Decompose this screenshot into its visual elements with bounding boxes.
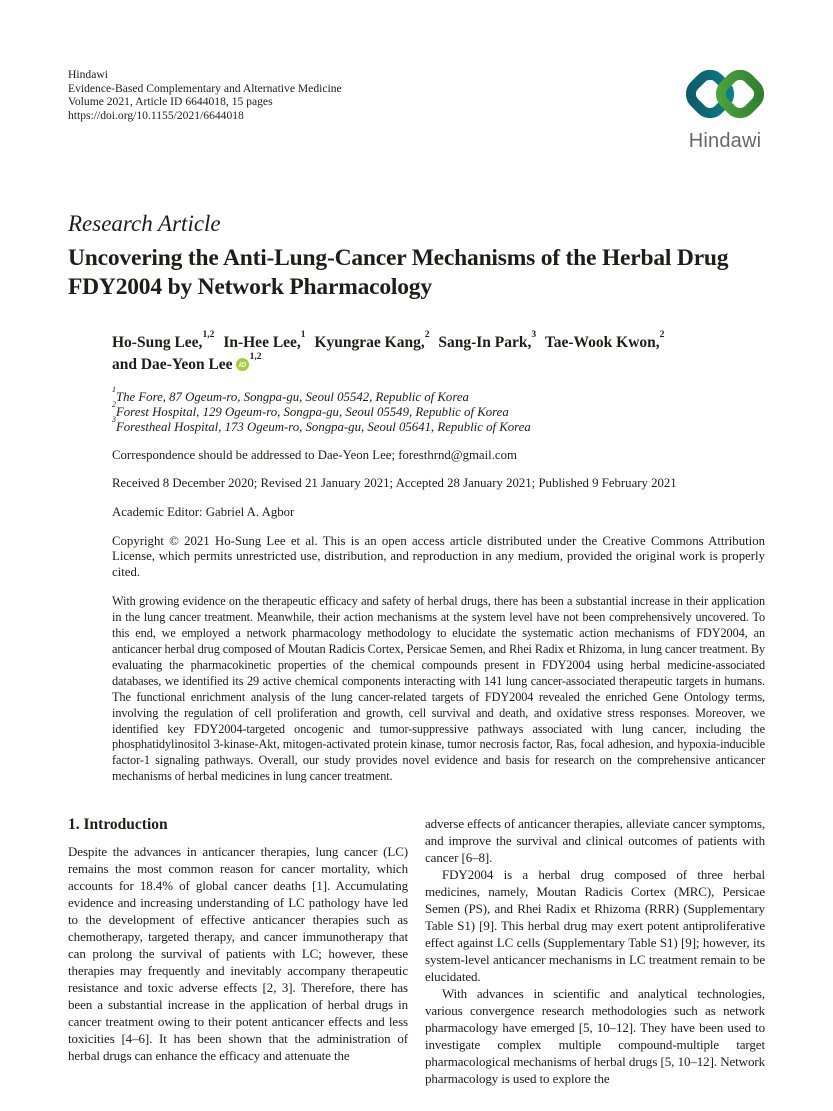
author-list xyxy=(112,328,752,376)
hindawi-logo xyxy=(675,64,775,153)
author-name: and Dae-Yeon Lee xyxy=(112,356,233,373)
author-name: Tae-Wook Kwon, xyxy=(544,334,660,351)
publisher-name: Hindawi xyxy=(68,68,108,81)
author xyxy=(112,350,262,373)
editor-line: Academic Editor: Gabriel A. Agbor xyxy=(112,504,295,519)
author xyxy=(438,328,537,351)
copyright-text: Copyright © 2021 Ho-Sung Lee et al. This is an open access article distributed under the Creative Commons Attribution License, which permits unrestricted use, distribution, and reproduction in any medium, provided the original work is properly cited. xyxy=(112,533,765,579)
affiliation-sup: 3 xyxy=(112,414,116,424)
journal-header xyxy=(68,68,342,122)
affiliation-sup: 1 xyxy=(112,385,116,395)
intro-heading: 1. Introduction xyxy=(68,816,168,834)
author-affil-sup: 2 xyxy=(424,328,430,340)
affiliation-sup: 2 xyxy=(112,400,116,410)
hindawi-wordmark: Hindawi xyxy=(688,130,762,152)
affiliation-text: Forest Hospital, 129 Ogeum-ro, Songpa-gu, Seoul 05549, Republic of Korea xyxy=(115,404,509,419)
author-name: Sang-In Park, xyxy=(438,334,532,351)
affiliation-list xyxy=(112,385,765,435)
affiliation-text: Forestheal Hospital, 173 Ogeum-ro, Songpa-gu, Seoul 05641, Republic of Korea xyxy=(115,419,531,434)
intro-paragraph: With advances in scientific and analytical technologies, various convergence research methodologies such as network pharmacology have emerged [5, 10–12]. They have been used to investigate complex multiple compound-multiple target pharmacological mechanisms of herbal drugs [5, 10–12]. Network pharmacology is used to explore the xyxy=(425,986,765,1087)
author xyxy=(112,328,215,351)
affiliation xyxy=(112,400,765,420)
intro-paragraph: FDY2004 is a herbal drug composed of three herbal medicines, namely, Moutan Radicis Cortex (MRC), Persicae Semen (PS), and Rhei Radix et Rhizoma (RRR) (Supplementary Table S1) [9]. This herbal drug may exert potent antiproliferative effect against LC cells (Supplementary Table S1) [9]; however, its system-level anticancer mechanisms in LC treatment remain to be elucidated. xyxy=(425,867,765,985)
page-header xyxy=(68,68,765,153)
correspondence-prefix: Correspondence should be addressed to Dae-Yeon Lee; xyxy=(112,447,399,462)
author xyxy=(223,328,306,351)
correspondence-line xyxy=(112,448,765,464)
author-name: Kyungrae Kang, xyxy=(314,334,425,351)
author xyxy=(544,328,665,351)
author-name: In-Hee Lee, xyxy=(223,334,301,351)
affiliation xyxy=(112,414,765,435)
intro-column-right xyxy=(425,815,765,1087)
body-columns xyxy=(68,815,765,1087)
author xyxy=(314,328,430,351)
history-line: Received 8 December 2020; Revised 21 January 2021; Accepted 28 January 2021; Published 9 February 2021 xyxy=(112,476,677,491)
abstract-text: With growing evidence on the therapeutic efficacy and safety of herbal drugs, there has been a substantial increase in their application in the lung cancer treatment. Meanwhile, their action mechanisms at the system level have not been comprehensively uncovered. To this end, we employed a network pharmacology methodology to elucidate the systematic action mechanisms of FDY2004, an anticancer herbal drug composed of Moutan Radicis Cortex, Persicae Semen, and Rhei Radix et Rhizoma, in lung cancer treatment. By evaluating the pharmacokinetic properties of the chemical compounds present in FDY2004 using herbal medicine-associated databases, we identified its 29 active chemical components interacting with 141 lung cancer-associated therapeutic targets in humans. The functional enrichment analysis of the lung cancer-related targets of FDY2004 revealed the enriched Gene Ontology terms, involving the regulation of cell proliferation and growth, cell survival and death, and oxidative stress responses. Moreover, we identified key FDY2004-targeted oncogenic and tumor-suppressive pathways associated with lung cancer, including the phosphatidylinositol 3-kinase-Akt, mitogen-activated protein kinase, tumor necrosis factor, Ras, focal adhesion, and hypoxia-inducible factor-1 signaling pathways. Overall, our study provides novel evidence and basis for research on the comprehensive anticancer mechanisms of herbal medicines in lung cancer treatment. xyxy=(112,594,765,784)
doi-link[interactable]: https://doi.org/10.1155/2021/6644018 xyxy=(68,108,244,122)
author-affil-sup: 1 xyxy=(300,328,306,340)
affiliation xyxy=(112,385,765,405)
intro-paragraph: Despite the advances in anticancer therapies, lung cancer (LC) remains the most common reason for cancer mortality, which accounts for 18.4% of global cancer deaths [1]. Accumulating evidence and increasing understanding of LC pathology have led to the development of effective anticancer therapies such as chemotherapy, targeted therapy, and cancer immunotherapy that can prolong the survival of patients with LC; however, these therapies may frequently and inevitably accompany therapeutic resistance and toxic adverse effects [2, 3]. Therefore, there has been a substantial increase in the application of herbal drugs in cancer treatment owing to their potent anticancer effects and less toxicities [4–6]. It has been shown that the administration of herbal drugs can enhance the efficacy and attenuate the xyxy=(68,844,408,1064)
article-title: Uncovering the Anti-Lung-Cancer Mechanisms of the Herbal Drug FDY2004 by Network Pharmacology xyxy=(68,245,729,300)
correspondence-email[interactable]: foresthrnd@gmail.com xyxy=(398,447,517,462)
author-affil-sup: 2 xyxy=(659,328,665,340)
affiliation-text: The Fore, 87 Ogeum-ro, Songpa-gu, Seoul 05542, Republic of Korea xyxy=(115,390,469,404)
journal-name: Evidence-Based Complementary and Alternative Medicine xyxy=(68,81,342,95)
author-affil-sup: 3 xyxy=(531,328,537,340)
author-name: Ho-Sung Lee, xyxy=(112,334,203,351)
author-affil-sup: 1,2 xyxy=(249,350,262,362)
volume-line: Volume 2021, Article ID 6644018, 15 pages xyxy=(68,95,273,109)
orcid-icon[interactable] xyxy=(236,358,249,371)
author-affil-sup: 1,2 xyxy=(202,328,215,340)
article-type-label: Research Article xyxy=(68,211,221,236)
intro-column-left xyxy=(68,815,408,1087)
front-matter xyxy=(112,328,765,785)
intro-paragraph: adverse effects of anticancer therapies, alleviate cancer symptoms, and improve the survival and clinical outcomes of patients with cancer [6–8]. xyxy=(425,816,765,866)
svg-text:iD: iD xyxy=(238,362,246,370)
hindawi-logo-icon xyxy=(686,64,764,124)
